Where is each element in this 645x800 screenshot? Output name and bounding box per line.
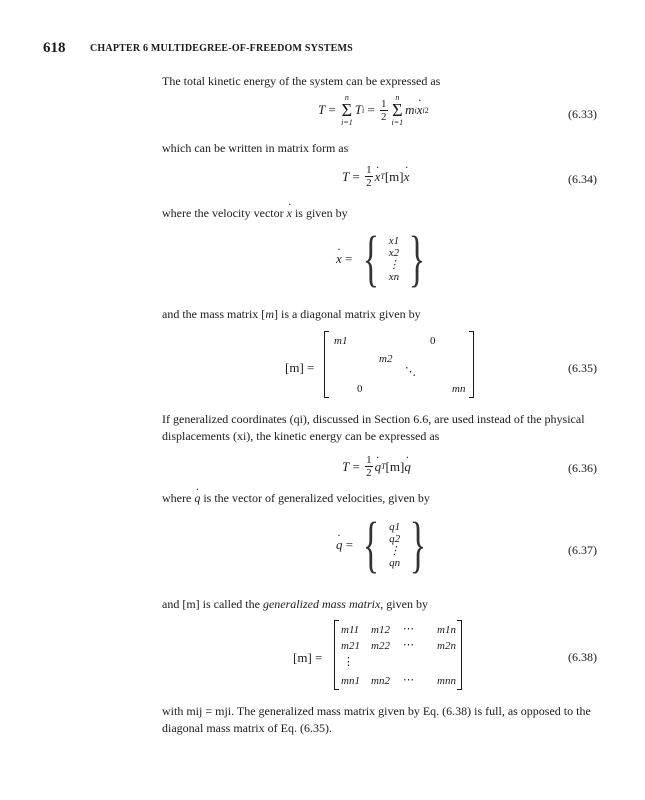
equation-6-37: · q = { q1 q2 ⋮ qn } (336, 514, 433, 576)
paragraph-matrix-form: which can be written in matrix form as (162, 141, 349, 155)
eq633-lhs: T (318, 102, 326, 117)
equation-6-36: T = $\frac{1}{2}$ · q T [m] · q (342, 454, 411, 479)
equation-number: (6.34) (568, 172, 597, 186)
column-vector: x1 x2 ⋮ xn (388, 235, 400, 283)
paragraph-velocity-vector: where the velocity vector · x is given by (162, 205, 602, 222)
diagonal-mass-matrix: m1 0 m2 ⋱ 0 mn (324, 331, 474, 398)
paragraph-generalized-coordinates: If generalized coordinates (qi), discussed in Section 6.6, are used instead of the physical displacements (xi), the kinetic energy can be expressed as (162, 412, 585, 443)
equation-6-35-lhs: [m] = (285, 360, 315, 375)
fraction-half: $\frac{1}{2}$ (366, 454, 372, 479)
paragraph-mass-matrix: and the mass matrix [m] is a diagonal matrix given by (162, 307, 421, 321)
paragraph-generalized-mass-matrix: and [m] is called the generalized mass matrix, given by (162, 597, 428, 611)
running-head: CHAPTER 6 MULTIDEGREE-OF-FREEDOM SYSTEMS (90, 43, 353, 54)
fraction-half: $\frac{1}{2}$ (381, 97, 387, 123)
summation-symbol: n Σ i=1 (391, 93, 404, 127)
summation-symbol: n Σ i=1 (341, 93, 353, 127)
page-number: 618 (43, 40, 66, 56)
equation-number: (6.35) (568, 361, 597, 375)
paragraph-conclusion: with mij = mji. The generalized mass matrix given by Eq. (6.38) is full, as opposed to the diagonal mass matrix of Eq. (6.35). (162, 704, 591, 735)
equation-6-34: T = $\frac{1}{2}$ · x T [m] · x (342, 164, 409, 189)
column-vector: q1 q2 ⋮ qn (389, 521, 401, 569)
paragraph-intro: The total kinetic energy of the system can be expressed as (162, 74, 441, 88)
equation-number: (6.38) (568, 650, 597, 664)
equation-6-33: T = n Σ i=1 T i = $\frac{1}{2}$ n Σ i=1 m i · x i 2 (318, 93, 429, 127)
paragraph-generalized-velocities: where · q is the vector of generalized velocities, given by (162, 490, 602, 507)
equation-number: (6.33) (568, 107, 597, 121)
equation-6-38-lhs: [m] = (293, 650, 323, 665)
equation-number: (6.37) (568, 543, 597, 557)
equation-number: (6.36) (568, 461, 597, 475)
fraction-half: $\frac{1}{2}$ (366, 164, 372, 189)
generalized-mass-matrix: m11 m12 ⋯ m1n m21 m22 ⋯ m2n ⋮ mn1 mn2 ⋯ mnn (334, 620, 462, 690)
equation-velocity-vector: · x = { x1 x2 ⋮ xn } (336, 228, 432, 290)
